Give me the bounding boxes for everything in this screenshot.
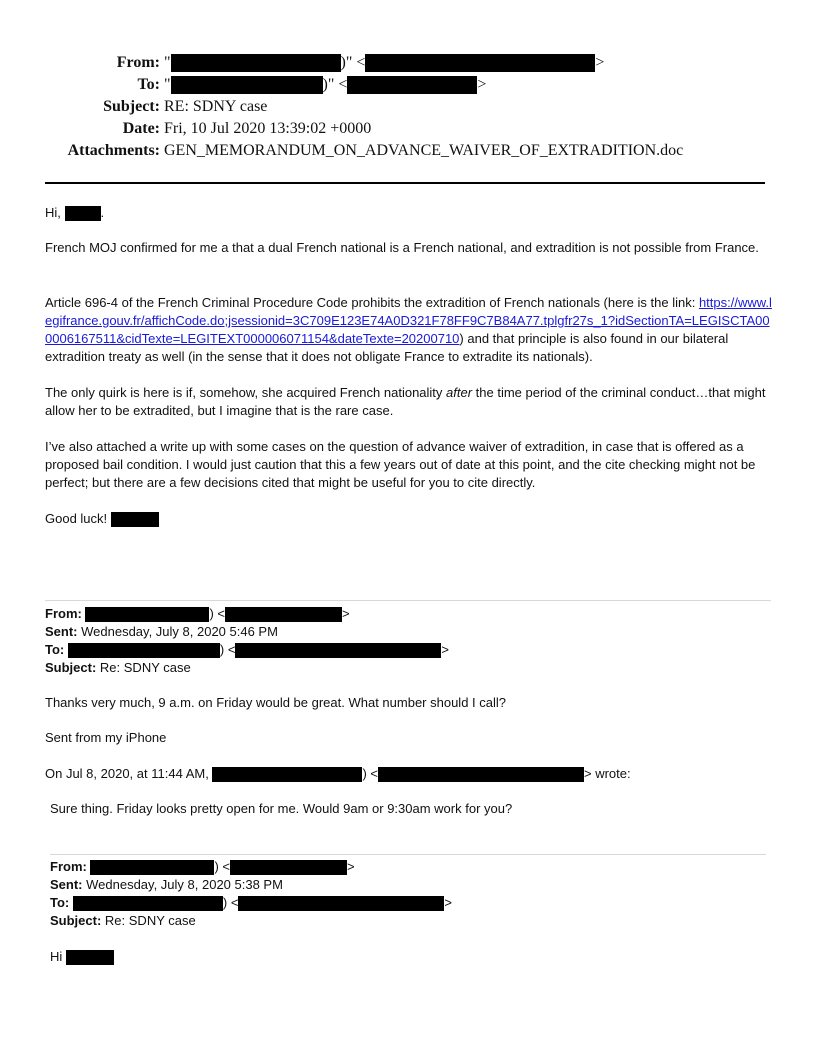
redaction-block [230,860,347,875]
legifrance-link[interactable]: https://www.legifrance.gouv.fr/affichCode.do;jsessionid=3C709E123E74A0D321F78FF9C7B84A77.tplgfr27s_1?idSectionTA=LEGISCTA000006167511&cidTexte=LEGITEXT000006071154&dateTexte=20200710 [45,295,772,346]
redaction-block [85,607,209,622]
to-quote-open: " [164,76,171,93]
quoted2-to-bracket: ) < [222,895,239,910]
redaction-block [365,54,595,72]
quoted2-from-close: > [347,859,355,874]
quirk-text-cont: the time period of the criminal conduct…that might allow her to be extradited, but I imagine that is the rare case. [45,385,766,418]
to-bracket-open: )" < [322,76,348,93]
redaction-block [73,896,223,911]
quoted1-reply: Sure thing. Friday looks pretty open for me. Would 9am or 9:30am work for you? [50,801,513,816]
quoted1-subject-value: Re: SDNY case [99,660,191,675]
from-quote-open: " [164,54,171,71]
from-bracket-open: )" < [340,54,366,71]
redaction-block [235,643,441,658]
quoted1-to [45,641,449,659]
header-divider [45,182,765,184]
date-label: Date: [122,120,160,137]
quoted1-to-bracket: ) < [219,642,236,657]
greeting-period: . [100,205,105,220]
paragraph-quirk [45,384,773,420]
signoff [45,510,773,528]
from-label: From: [116,54,160,71]
redaction-block [347,76,477,94]
redaction-block [90,860,214,875]
quoted2-greeting [50,948,114,966]
quoted2-subject [50,912,196,930]
quoted2-from [50,858,355,876]
subject-value: RE: SDNY case [164,98,268,115]
quoted1-to-close: > [441,642,450,657]
signoff-text: Good luck! [45,511,108,526]
quoted2-sent-value: Wednesday, July 8, 2020 5:38 PM [86,877,283,892]
quoted2-subject-value: Re: SDNY case [104,913,196,928]
paragraph-attachment: I’ve also attached a write up with some cases on the question of advance waiver of extradition, in case that is offered as a proposed bail condition. I would just caution that this a few years out of date at this point, and the cite checking might not be perfect; but there are a few decisions cited that might be useful for you to cite directly. [45,439,756,490]
redaction-block [225,607,342,622]
quoted1-from-close: > [342,606,350,621]
paragraph-article [45,294,773,366]
quoted2-to-label: To: [50,895,70,910]
redaction-block [65,206,101,221]
from-bracket-close: > [595,54,605,71]
redaction-block [378,767,584,782]
quoted1-message: Thanks very much, 9 a.m. on Friday would be great. What number should I call? [45,695,506,710]
redaction-block [111,512,159,527]
quoted2-to [50,894,452,912]
redaction-block [171,76,323,94]
subject-label: Subject: [103,98,160,115]
quoted1-subject-label: Subject: [45,660,97,675]
quoted1-attribution [45,765,631,783]
to-value [164,74,486,96]
attribution-bracket: ) < [362,766,378,781]
redaction-block [212,767,362,782]
redaction-block [171,54,341,72]
quoted1-subject [45,659,191,677]
quoted1-from-bracket: ) < [209,606,226,621]
attachment-filename[interactable]: GEN_MEMORANDUM_ON_ADVANCE_WAIVER_OF_EXTRADITION.doc [164,142,684,159]
quoted1-from [45,605,350,623]
quirk-text: The only quirk is here is if, somehow, she acquired French nationality [45,385,447,400]
quoted2-from-label: From: [50,859,87,874]
quoted2-from-bracket: ) < [214,859,231,874]
redaction-block [68,643,220,658]
date-value: Fri, 10 Jul 2020 13:39:02 +0000 [164,120,372,137]
to-label: To: [137,76,160,93]
quoted2-sent-label: Sent: [50,877,83,892]
article-text: Article 696-4 of the French Criminal Procedure Code prohibits the extradition of French nationals (here is the link: [45,295,699,310]
quoted-divider [45,600,771,601]
quoted1-signature: Sent from my iPhone [45,730,167,745]
paragraph-moj: French MOJ confirmed for me a that a dual French national is a French national, and extradition is not possible from France. [45,240,759,255]
to-bracket-close: > [477,76,487,93]
quoted2-sent [50,876,283,894]
article-text-cont: ) and that principle is also found in our bilateral extradition treaty as well (in the sense that it does not obligate France to extradite its nationals). [45,331,729,364]
from-value [164,52,604,74]
redaction-block [66,950,114,965]
quoted2-greeting-text: Hi [50,949,63,964]
quoted1-from-label: From: [45,606,82,621]
attribution-text: On Jul 8, 2020, at 11:44 AM, [45,766,209,781]
quoted2-subject-label: Subject: [50,913,102,928]
quirk-emphasis: after [446,385,473,400]
attachments-label: Attachments: [67,142,160,159]
quoted1-sent-value: Wednesday, July 8, 2020 5:46 PM [81,624,278,639]
quoted1-to-label: To: [45,642,65,657]
greeting-text: Hi, [45,205,61,220]
attribution-suffix: > wrote: [583,766,631,781]
redaction-block [238,896,444,911]
quoted1-sent [45,623,278,641]
greeting [45,204,773,222]
quoted1-sent-label: Sent: [45,624,78,639]
quoted-divider [50,854,766,855]
quoted2-to-close: > [444,895,453,910]
